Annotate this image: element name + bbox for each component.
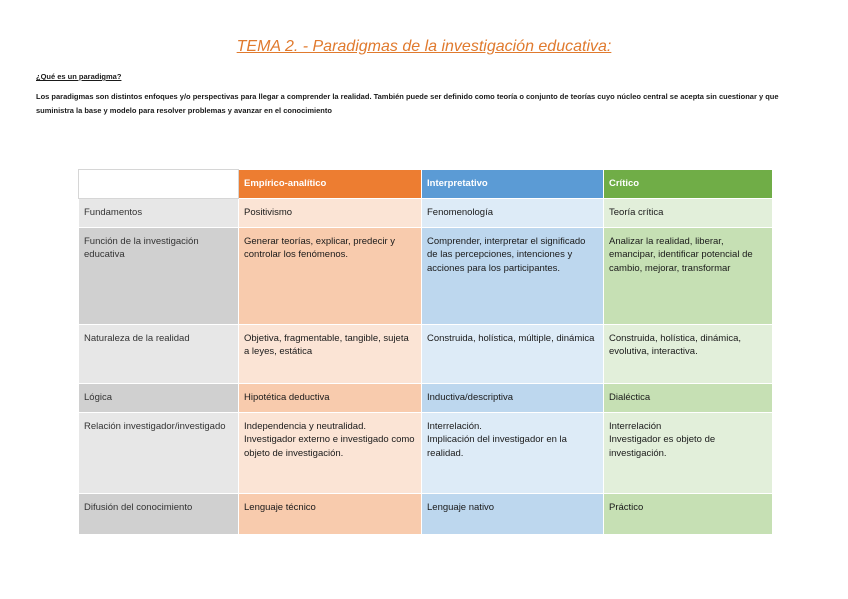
intro-paragraph: Los paradigmas son distintos enfoques y/o perspectivas para llegar a comprender la realidad. También puede ser definido como teoría o conjunto de teorías cuyo núcleo central se acepta sin cuestionar y que suministra la base y modelo para resolver problemas y avanzar en el conocimiento bbox=[36, 92, 779, 115]
cell-critico: Práctico bbox=[604, 493, 773, 534]
header-empty-cell bbox=[79, 170, 239, 199]
header-critico: Crítico bbox=[604, 170, 773, 199]
table-row bbox=[79, 412, 773, 493]
cell-interpretativo: Construida, holística, múltiple, dinámica bbox=[422, 324, 604, 383]
row-label: Naturaleza de la realidad bbox=[79, 324, 239, 383]
table-row bbox=[79, 383, 773, 412]
cell-empirico: Independencia y neutralidad. Investigador externo e investigado como objeto de investigación. bbox=[239, 412, 422, 493]
row-label: Relación investigador/investigado bbox=[79, 412, 239, 493]
table-row bbox=[79, 493, 773, 534]
table-header-row bbox=[79, 170, 773, 199]
cell-critico: Construida, holística, dinámica, evolutiva, interactiva. bbox=[604, 324, 773, 383]
table-row bbox=[79, 324, 773, 383]
cell-empirico: Lenguaje técnico bbox=[239, 493, 422, 534]
cell-empirico: Hipotética deductiva bbox=[239, 383, 422, 412]
row-label: Función de la investigación educativa bbox=[79, 227, 239, 324]
header-empirico-analitico: Empírico-analítico bbox=[239, 170, 422, 199]
row-label: Lógica bbox=[79, 383, 239, 412]
paradigms-table bbox=[78, 169, 773, 535]
cell-interpretativo: Inductiva/descriptiva bbox=[422, 383, 604, 412]
row-label: Fundamentos bbox=[79, 198, 239, 227]
cell-interpretativo: Fenomenología bbox=[422, 198, 604, 227]
cell-critico: Dialéctica bbox=[604, 383, 773, 412]
cell-critico: Analizar la realidad, liberar, emancipar, identificar potencial de cambio, mejorar, transformar bbox=[604, 227, 773, 324]
cell-empirico: Generar teorías, explicar, predecir y controlar los fenómenos. bbox=[239, 227, 422, 324]
cell-empirico: Objetiva, fragmentable, tangible, sujeta a leyes, estática bbox=[239, 324, 422, 383]
cell-interpretativo: Comprender, interpretar el significado de las percepciones, intenciones y acciones para los participantes. bbox=[422, 227, 604, 324]
document-title: TEMA 2. - Paradigmas de la investigación educativa: bbox=[236, 38, 612, 55]
section-heading: ¿Qué es un paradigma? bbox=[36, 72, 122, 81]
table-row bbox=[79, 227, 773, 324]
row-label: Difusión del conocimiento bbox=[79, 493, 239, 534]
header-interpretativo: Interpretativo bbox=[422, 170, 604, 199]
table-row bbox=[79, 198, 773, 227]
cell-critico: Interrelación Investigador es objeto de investigación. bbox=[604, 412, 773, 493]
cell-empirico: Positivismo bbox=[239, 198, 422, 227]
cell-critico: Teoría crítica bbox=[604, 198, 773, 227]
cell-interpretativo: Lenguaje nativo bbox=[422, 493, 604, 534]
cell-interpretativo: Interrelación. Implicación del investigador en la realidad. bbox=[422, 412, 604, 493]
